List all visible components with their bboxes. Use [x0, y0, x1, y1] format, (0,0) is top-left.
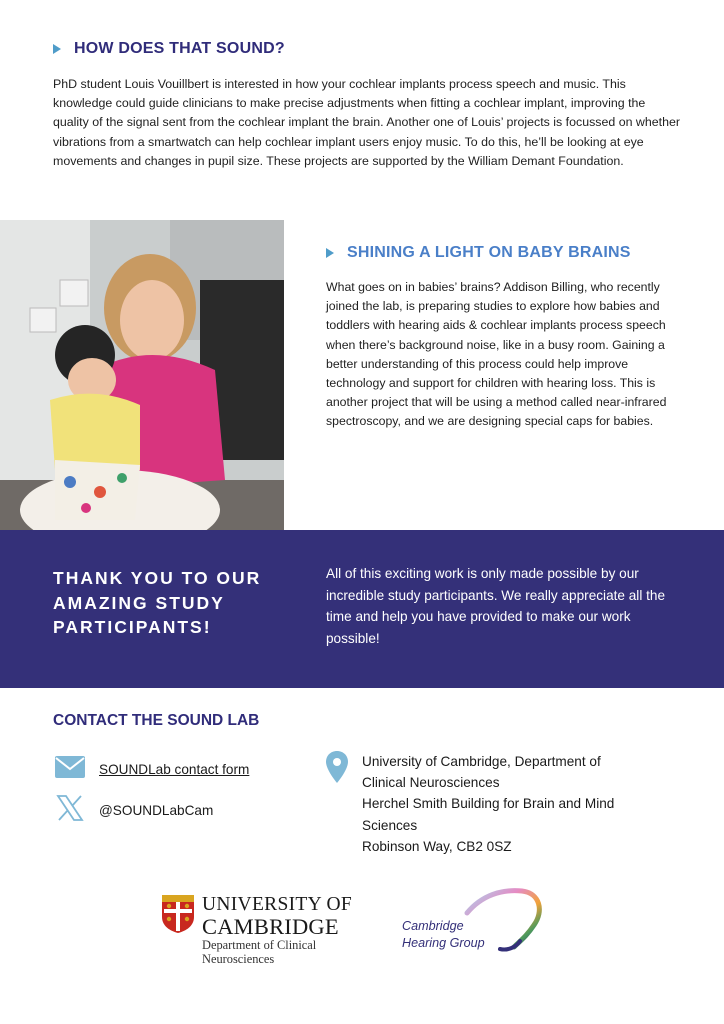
- x-handle[interactable]: @SOUNDLabCam: [99, 803, 214, 818]
- x-handle-row: [55, 795, 213, 826]
- envelope-icon: [55, 756, 85, 783]
- section-heading: [53, 40, 683, 58]
- photo-mother-and-baby: [0, 220, 284, 530]
- address-line: Herchel Smith Building for Brain and Mind: [362, 796, 615, 812]
- address-lines: [362, 751, 662, 857]
- logo-line: Hearing Group: [402, 936, 485, 950]
- address-line: Sciences: [362, 817, 418, 833]
- logo-line: Department of Clinical: [202, 938, 317, 952]
- address-line: Robinson Way, CB2 0SZ: [362, 838, 512, 854]
- section-body: PhD student Louis Vouillbert is interested in how your cochlear implants process speech and music. This knowledge could guide clinicians to make precise adjustments when fitting a cochlear implant, improving the quality of the signal sent from the cochlear implant the brain. Another one of Louis’ projects is focussed on whether vibrations from a smartwatch can help cochlear implant users enjoy music. To do this, he’ll be looking at eye movements and changes in pupil size. These projects are supported by the William Demant Foundation.: [53, 77, 681, 168]
- cambridge-hearing-group-logo: [402, 885, 552, 955]
- university-of-cambridge-logo: [162, 895, 352, 966]
- address-line: Clinical Neurosciences: [362, 775, 500, 791]
- thanks-title: THANK YOU TO OUR AMAZING STUDY PARTICIPANTS!: [53, 568, 262, 637]
- cambridge-crest-icon: [162, 895, 194, 966]
- logo-line: CAMBRIDGE: [202, 914, 339, 939]
- heading-text: SHINING A LIGHT ON BABY BRAINS: [347, 244, 631, 261]
- section-baby-brains: [326, 244, 686, 432]
- section-body: What goes on in babies’ brains? Addison Billing, who recently joined the lab, is preparing studies to explore how babies and toddlers with hearing aids & cochlear implants process speech when there’s background noise, like in a busy room. Gaining a better understanding of this process could help improve technology and support for children with hearing loss. This is another project that will be using a method called near-infrared spectroscopy, and we are designing special caps for babies.: [326, 280, 667, 429]
- section-heading: [326, 244, 686, 262]
- thanks-body: All of this exciting work is only made possible by our incredible study participants. We really appreciate all the time and help you have provided to make our work possible!: [326, 566, 666, 646]
- thanks-banner: [0, 530, 724, 688]
- triangle-bullet-icon: [326, 248, 334, 258]
- logo-line: Cambridge: [402, 919, 464, 933]
- triangle-bullet-icon: [53, 44, 61, 54]
- contact-form-link[interactable]: SOUNDLab contact form: [99, 762, 250, 777]
- logo-line: Neurosciences: [202, 952, 275, 966]
- x-logo-icon: [55, 795, 85, 826]
- location-pin-icon: [326, 751, 348, 857]
- contact-title: CONTACT THE SOUND LAB: [53, 712, 260, 729]
- address-line: University of Cambridge, Department of: [362, 754, 601, 769]
- logo-line: UNIVERSITY OF: [202, 894, 352, 915]
- contact-form-row: [55, 756, 249, 783]
- section-how-does-that-sound: [53, 40, 683, 171]
- heading-text: HOW DOES THAT SOUND?: [74, 40, 285, 57]
- address-block: [326, 751, 662, 857]
